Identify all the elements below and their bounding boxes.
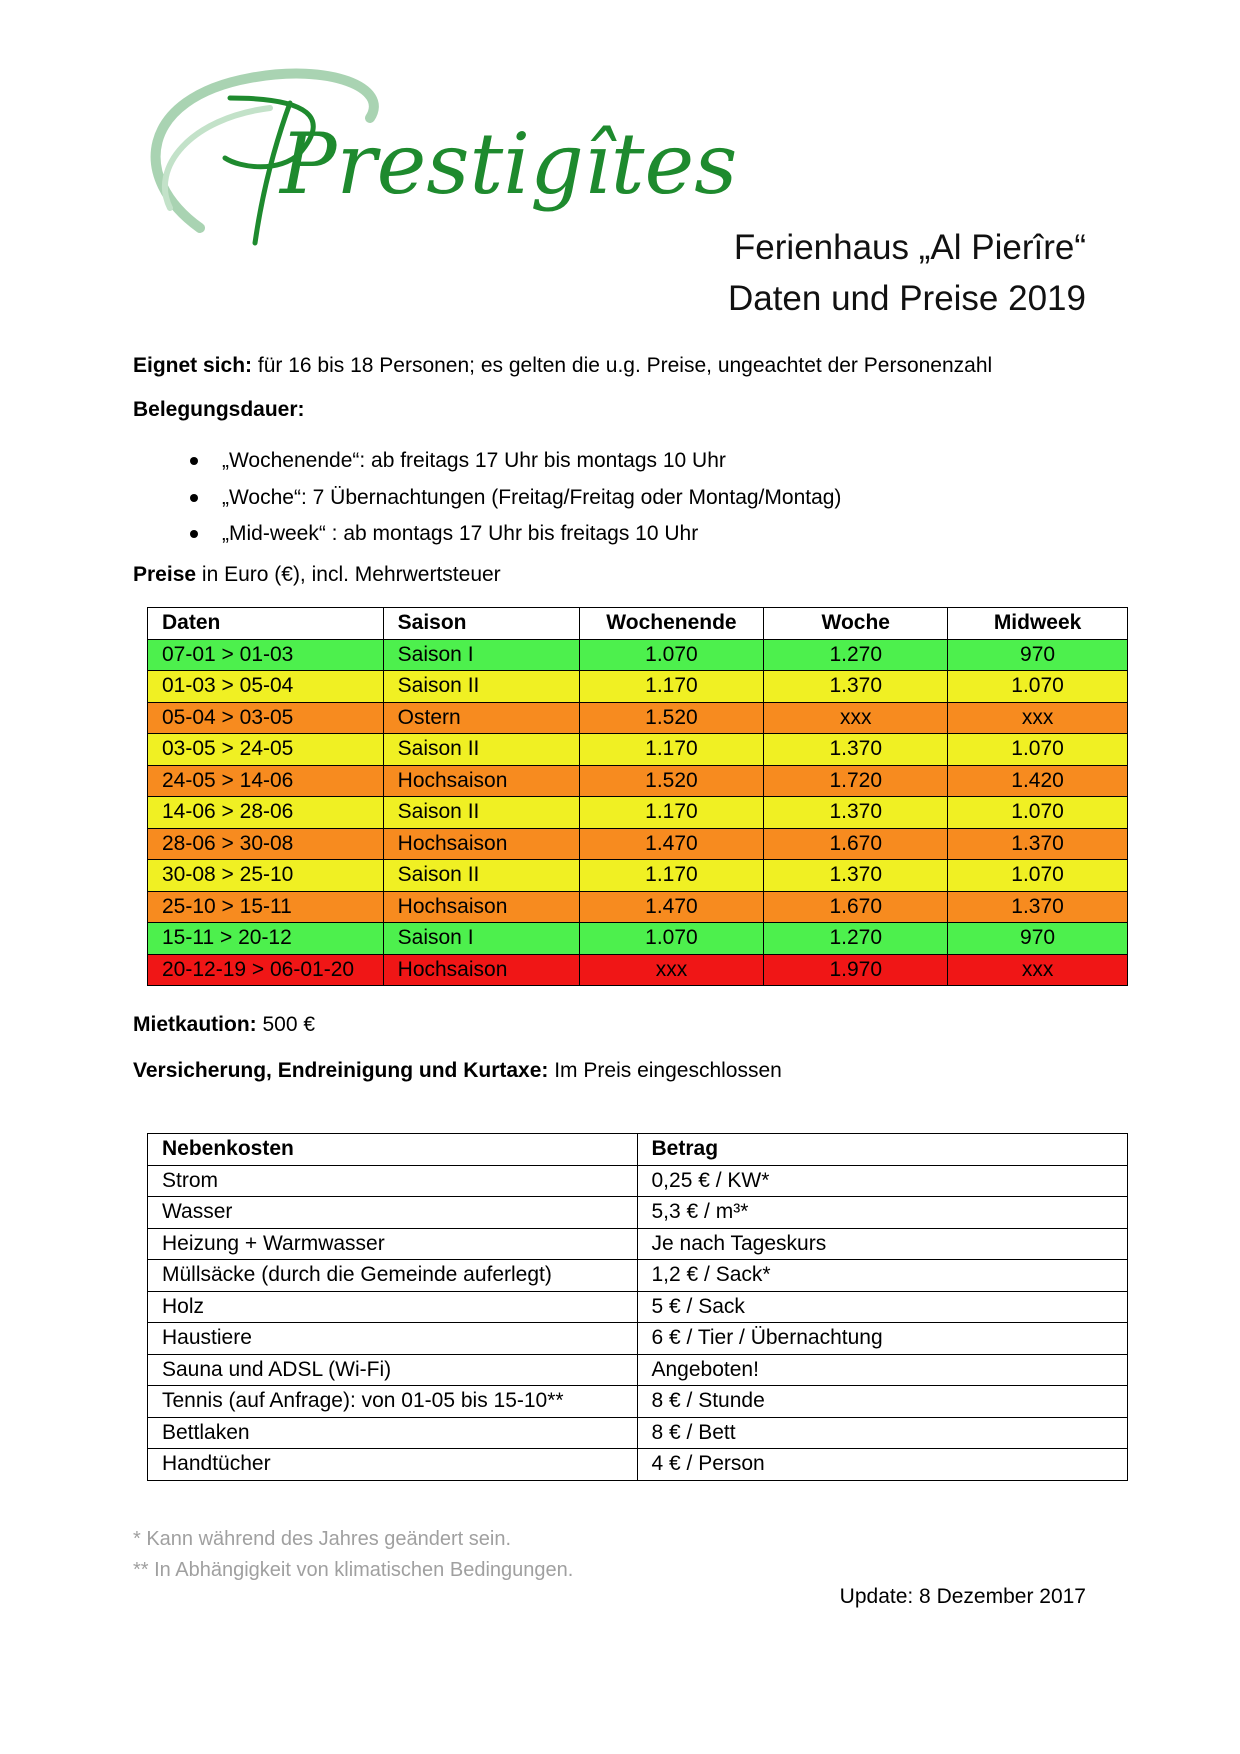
price-cell-midweek: 1.070: [948, 734, 1128, 766]
price-cell-midweek: 1.370: [948, 828, 1128, 860]
price-cell-daten: 15-11 > 20-12: [148, 923, 384, 955]
price-row: [148, 828, 1128, 860]
price-cell-woche: 1.370: [764, 797, 948, 829]
price-cell-wochenende: 1.520: [579, 702, 764, 734]
price-row: [148, 765, 1128, 797]
price-cell-saison: Saison I: [383, 923, 579, 955]
price-cell-wochenende: 1.170: [579, 671, 764, 703]
cost-cell-item: Müllsäcke (durch die Gemeinde auferlegt): [148, 1260, 638, 1292]
price-cell-daten: 30-08 > 25-10: [148, 860, 384, 892]
duration-item: „Mid-week“ : ab montags 17 Uhr bis freitags 10 Uhr: [190, 519, 841, 556]
price-row: [148, 734, 1128, 766]
prestigites-logo: [130, 58, 738, 258]
cost-row: [148, 1165, 1128, 1197]
price-cell-woche: 1.370: [764, 734, 948, 766]
duration-label: Belegungsdauer:: [133, 398, 305, 421]
header-betrag: Betrag: [637, 1134, 1128, 1166]
header-midweek: Midweek: [948, 608, 1128, 640]
cost-row: [148, 1323, 1128, 1355]
capacity-label: Eignet sich:: [133, 354, 253, 377]
duration-item: „Wochenende“: ab freitags 17 Uhr bis montags 10 Uhr: [190, 446, 841, 483]
footnote-2: ** In Abhängigkeit von klimatischen Bedingungen.: [133, 1559, 574, 1581]
price-cell-wochenende: xxx: [579, 954, 764, 986]
price-cell-daten: 03-05 > 24-05: [148, 734, 384, 766]
header-nebenkosten: Nebenkosten: [148, 1134, 638, 1166]
cost-table: [147, 1133, 1128, 1481]
update-date: Update: 8 Dezember 2017: [839, 1585, 1086, 1608]
price-cell-wochenende: 1.070: [579, 923, 764, 955]
price-cell-woche: 1.270: [764, 923, 948, 955]
cost-cell-item: Heizung + Warmwasser: [148, 1228, 638, 1260]
price-cell-woche: xxx: [764, 702, 948, 734]
price-cell-woche: 1.370: [764, 860, 948, 892]
price-row: [148, 954, 1128, 986]
price-row: [148, 797, 1128, 829]
price-table-header: [148, 608, 1128, 640]
price-cell-wochenende: 1.470: [579, 828, 764, 860]
included-line: [133, 1059, 782, 1083]
price-cell-woche: 1.370: [764, 671, 948, 703]
cost-row: [148, 1449, 1128, 1481]
price-cell-daten: 28-06 > 30-08: [148, 828, 384, 860]
cost-cell-amount: 0,25 € / KW*: [637, 1165, 1128, 1197]
cost-cell-amount: Je nach Tageskurs: [637, 1228, 1128, 1260]
price-cell-saison: Saison II: [383, 797, 579, 829]
price-cell-wochenende: 1.170: [579, 797, 764, 829]
duration-item: „Woche“: 7 Übernachtungen (Freitag/Freitag oder Montag/Montag): [190, 483, 841, 520]
price-row: [148, 923, 1128, 955]
cost-cell-amount: 6 € / Tier / Übernachtung: [637, 1323, 1128, 1355]
price-cell-saison: Ostern: [383, 702, 579, 734]
cost-cell-amount: 1,2 € / Sack*: [637, 1260, 1128, 1292]
price-cell-daten: 24-05 > 14-06: [148, 765, 384, 797]
cost-cell-item: Haustiere: [148, 1323, 638, 1355]
prices-label: Preise: [133, 563, 197, 586]
price-cell-woche: 1.970: [764, 954, 948, 986]
duration-heading: [133, 398, 305, 422]
price-cell-woche: 1.720: [764, 765, 948, 797]
cost-cell-amount: 8 € / Bett: [637, 1417, 1128, 1449]
capacity-text: für 16 bis 18 Personen; es gelten die u.g. Preise, ungeachtet der Personenzahl: [252, 354, 993, 377]
price-cell-wochenende: 1.170: [579, 734, 764, 766]
price-row: [148, 860, 1128, 892]
price-cell-daten: 01-03 > 05-04: [148, 671, 384, 703]
prices-text: in Euro (€), incl. Mehrwertsteuer: [196, 563, 501, 586]
cost-cell-amount: 4 € / Person: [637, 1449, 1128, 1481]
cost-cell-amount: Angeboten!: [637, 1354, 1128, 1386]
price-cell-wochenende: 1.470: [579, 891, 764, 923]
cost-cell-item: Strom: [148, 1165, 638, 1197]
price-cell-woche: 1.670: [764, 828, 948, 860]
included-text: Im Preis eingeschlossen: [548, 1059, 782, 1082]
footnote-1: * Kann während des Jahres geändert sein.: [133, 1528, 512, 1550]
price-cell-saison: Hochsaison: [383, 954, 579, 986]
price-cell-midweek: xxx: [948, 702, 1128, 734]
cost-row: [148, 1354, 1128, 1386]
cost-cell-item: Holz: [148, 1291, 638, 1323]
price-cell-midweek: 1.070: [948, 671, 1128, 703]
cost-cell-item: Sauna und ADSL (Wi-Fi): [148, 1354, 638, 1386]
logo-wordmark: Prestigîtes: [280, 115, 738, 213]
cost-row: [148, 1417, 1128, 1449]
price-cell-saison: Saison I: [383, 639, 579, 671]
price-table: [147, 607, 1128, 986]
price-row: [148, 639, 1128, 671]
price-cell-daten: 07-01 > 01-03: [148, 639, 384, 671]
price-cell-daten: 20-12-19 > 06-01-20: [148, 954, 384, 986]
header-daten: Daten: [148, 608, 384, 640]
price-cell-daten: 05-04 > 03-05: [148, 702, 384, 734]
cost-cell-amount: 5,3 € / m³*: [637, 1197, 1128, 1229]
header-woche: Woche: [764, 608, 948, 640]
cost-row: [148, 1197, 1128, 1229]
price-cell-woche: 1.670: [764, 891, 948, 923]
header-wochenende: Wochenende: [579, 608, 764, 640]
price-cell-midweek: 1.370: [948, 891, 1128, 923]
cost-cell-amount: 5 € / Sack: [637, 1291, 1128, 1323]
price-cell-daten: 25-10 > 15-11: [148, 891, 384, 923]
cost-row: [148, 1228, 1128, 1260]
deposit-label: Mietkaution:: [133, 1013, 257, 1036]
cost-row: [148, 1291, 1128, 1323]
price-cell-midweek: 1.070: [948, 797, 1128, 829]
included-label: Versicherung, Endreinigung und Kurtaxe:: [133, 1059, 549, 1082]
cost-row: [148, 1386, 1128, 1418]
price-cell-saison: Saison II: [383, 671, 579, 703]
cost-cell-item: Bettlaken: [148, 1417, 638, 1449]
price-cell-midweek: 1.420: [948, 765, 1128, 797]
title-line-2: Daten und Preise 2019: [727, 279, 1086, 318]
price-cell-wochenende: 1.170: [579, 860, 764, 892]
cost-row: [148, 1260, 1128, 1292]
price-cell-saison: Hochsaison: [383, 765, 579, 797]
price-cell-saison: Hochsaison: [383, 828, 579, 860]
price-cell-saison: Saison II: [383, 734, 579, 766]
price-row: [148, 702, 1128, 734]
price-cell-wochenende: 1.520: [579, 765, 764, 797]
price-cell-saison: Hochsaison: [383, 891, 579, 923]
cost-cell-item: Tennis (auf Anfrage): von 01-05 bis 15-10**: [148, 1386, 638, 1418]
capacity-line: [133, 354, 992, 378]
price-cell-woche: 1.270: [764, 639, 948, 671]
cost-table-header: [148, 1134, 1128, 1166]
prices-intro: [133, 563, 501, 587]
price-cell-midweek: xxx: [948, 954, 1128, 986]
document-title: [728, 222, 1086, 324]
title-line-1: Ferienhaus „Al Pierîre“: [733, 228, 1086, 267]
deposit-text: 500 €: [256, 1013, 316, 1036]
price-cell-wochenende: 1.070: [579, 639, 764, 671]
duration-list: [190, 446, 841, 556]
price-cell-daten: 14-06 > 28-06: [148, 797, 384, 829]
price-cell-saison: Saison II: [383, 860, 579, 892]
cost-cell-item: Wasser: [148, 1197, 638, 1229]
deposit-line: [133, 1013, 315, 1037]
cost-cell-item: Handtücher: [148, 1449, 638, 1481]
price-cell-midweek: 1.070: [948, 860, 1128, 892]
cost-cell-amount: 8 € / Stunde: [637, 1386, 1128, 1418]
price-row: [148, 891, 1128, 923]
header-saison: Saison: [383, 608, 579, 640]
price-row: [148, 671, 1128, 703]
price-cell-midweek: 970: [948, 639, 1128, 671]
price-cell-midweek: 970: [948, 923, 1128, 955]
